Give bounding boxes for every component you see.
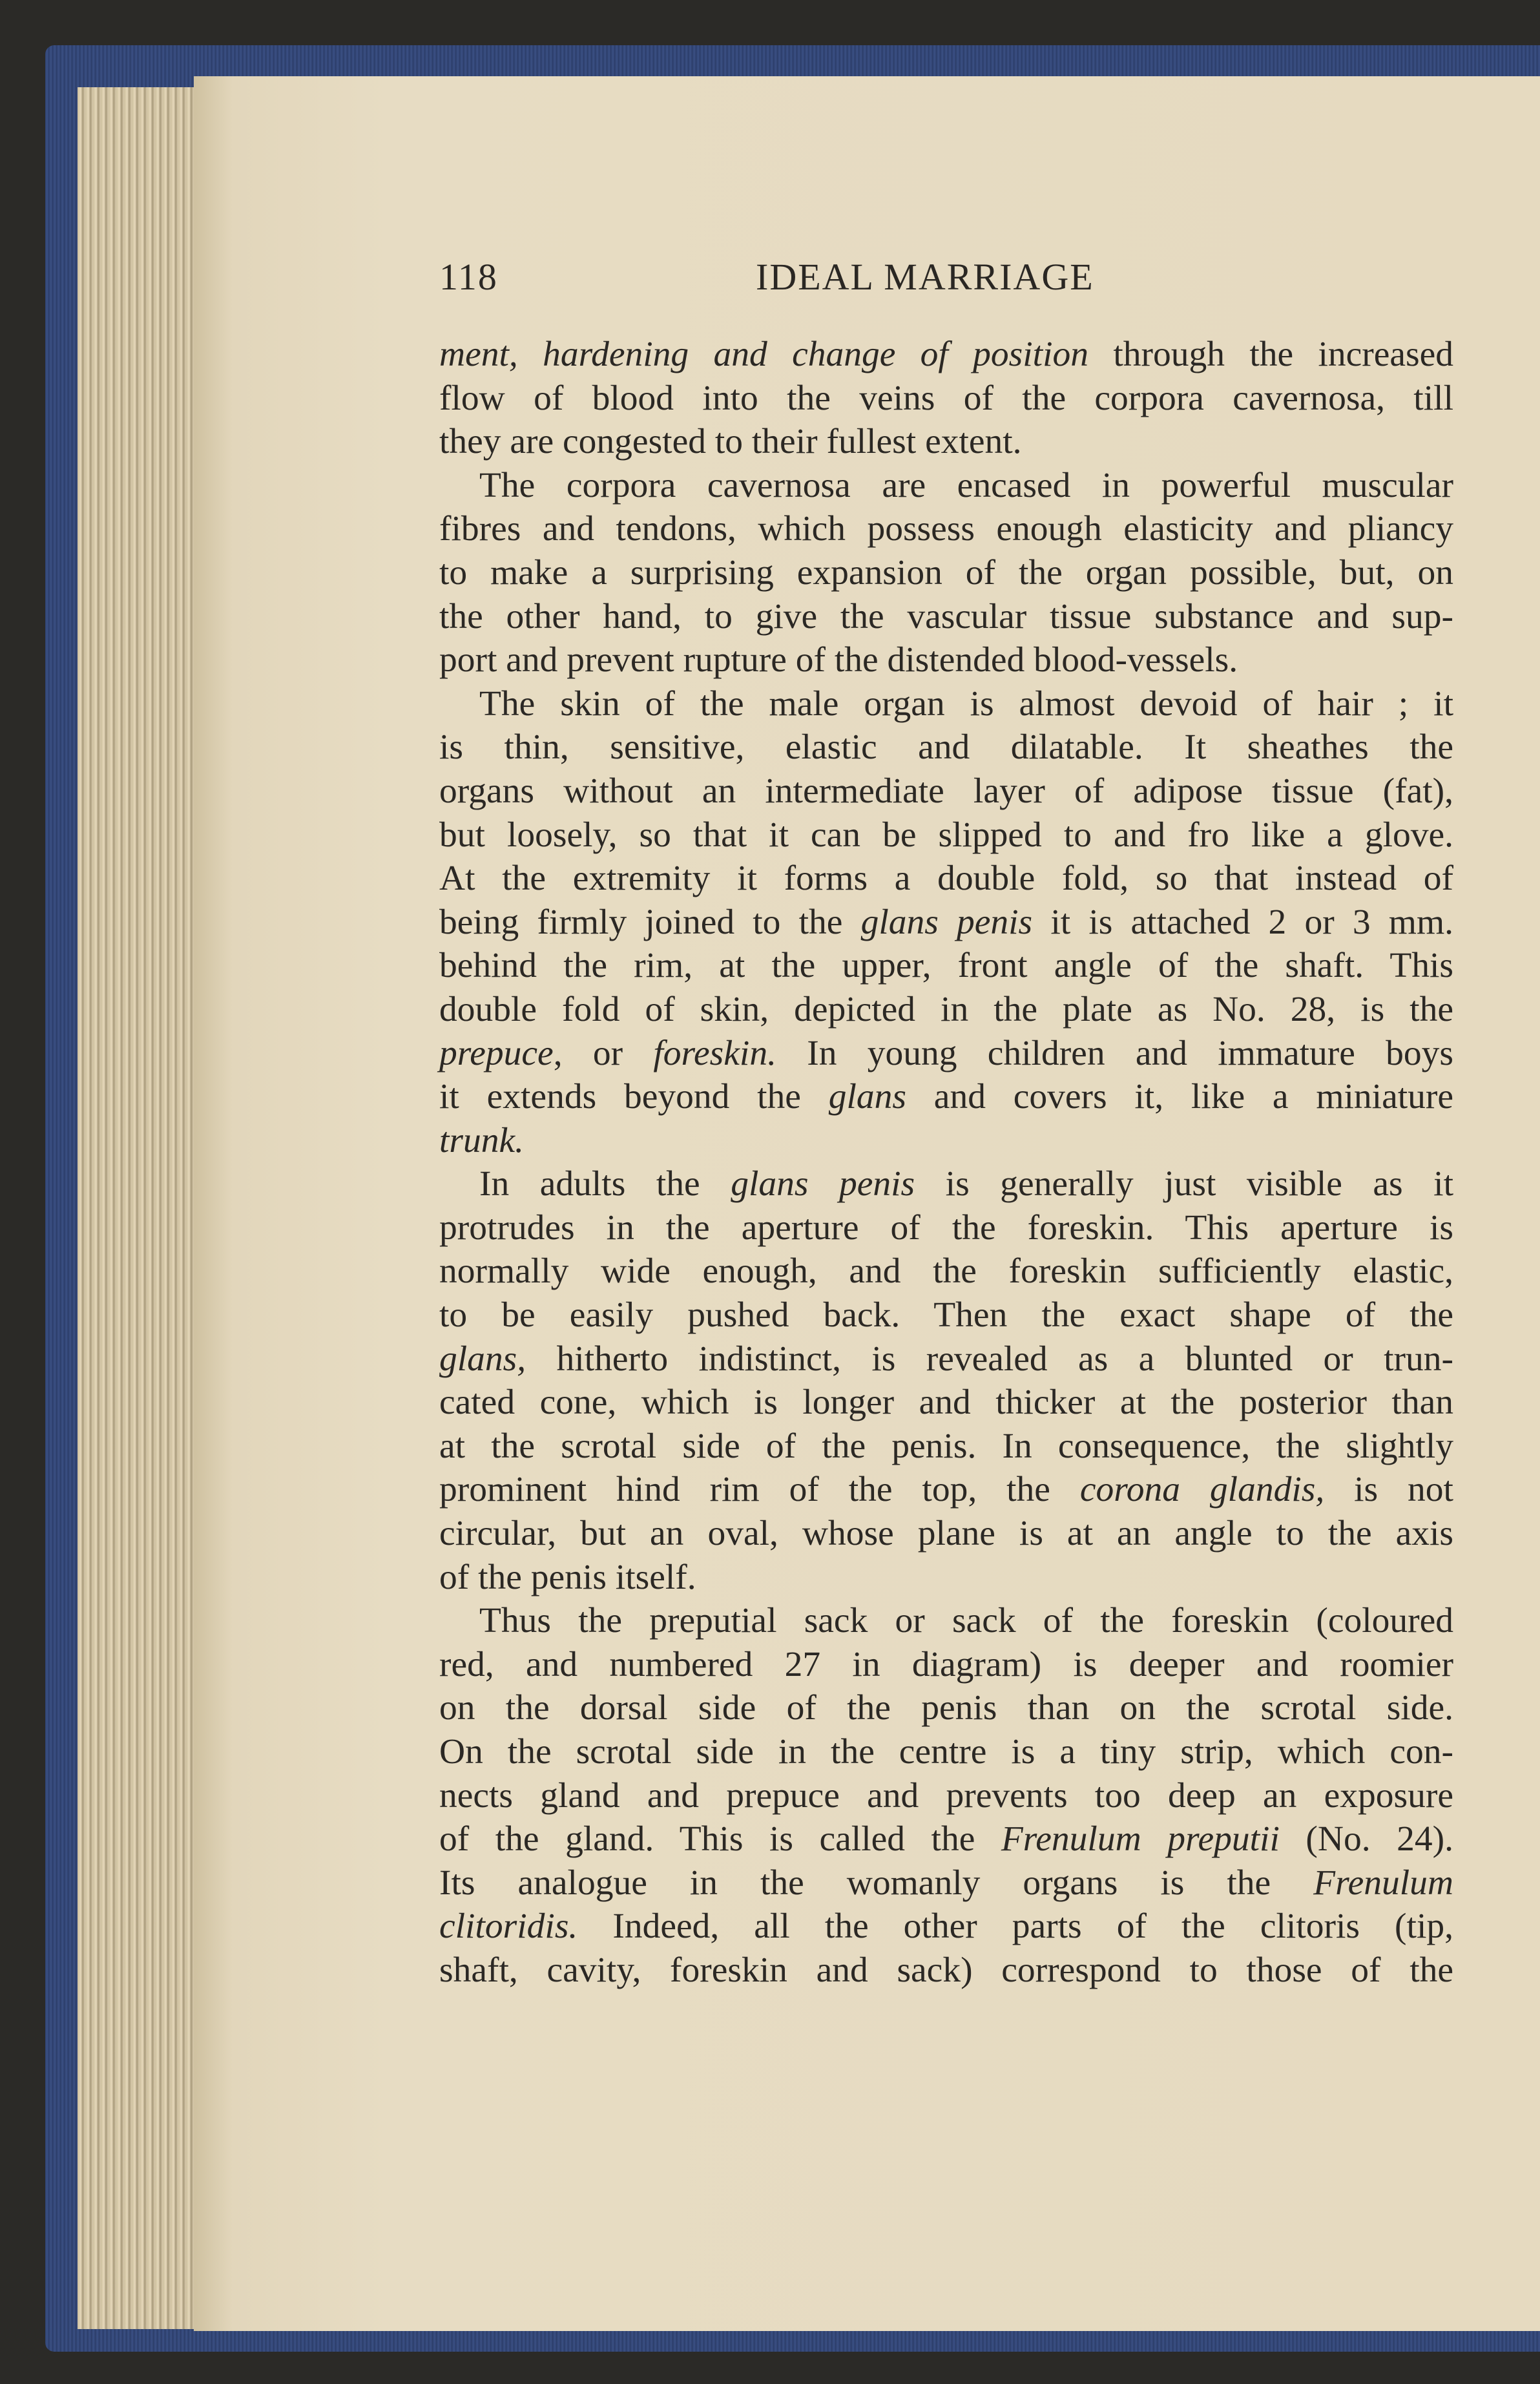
text-segment: through the increased — [1088, 335, 1453, 374]
text-segment: cated cone, which is longer and thicker at the posterior than — [439, 1383, 1453, 1423]
text-line — [439, 857, 1453, 901]
italic-text: glans penis — [731, 1164, 915, 1204]
text-segment: At the extremity it forms a double fold, so that instead of — [439, 859, 1453, 899]
text-segment: but loosely, so that it can be slipped to and fro like a glove. — [439, 815, 1453, 855]
italic-text: ment, hardening and change of position — [439, 335, 1089, 374]
italic-text: Frenulum — [1313, 1863, 1453, 1903]
text-segment: the other hand, to give the vascular tissue substance and sup- — [439, 596, 1453, 636]
text-segment: In adults the — [479, 1164, 731, 1204]
text-line — [439, 1032, 1453, 1076]
italic-text: prepuce — [439, 1033, 554, 1073]
text-segment: fibres and tendons, which possess enough elasticity and pliancy — [439, 509, 1453, 549]
text-segment: to make a surprising expansion of the organ possible, but, on — [439, 552, 1453, 592]
text-line — [439, 901, 1453, 945]
text-line — [439, 726, 1453, 769]
text-line — [439, 1425, 1453, 1469]
body-text — [439, 333, 1453, 1992]
text-segment: is not — [1324, 1470, 1453, 1510]
text-segment: it extends beyond the — [439, 1077, 829, 1117]
text-segment: is thin, sensitive, elastic and dilatable. It sheathes the — [439, 727, 1453, 768]
italic-text: glans — [828, 1077, 907, 1117]
text-line — [439, 1075, 1453, 1119]
italic-text: foreskin. — [653, 1033, 776, 1073]
text-segment: normally wide enough, and the foreskin sufficiently elastic, — [439, 1251, 1453, 1291]
text-segment: it is attached 2 or 3 mm. — [1032, 902, 1453, 942]
text-line — [439, 1643, 1453, 1687]
text-segment: at the scrotal side of the penis. In consequence, the slightly — [439, 1426, 1453, 1466]
text-segment: of the penis itself. — [439, 1557, 696, 1597]
text-segment: , or — [553, 1033, 654, 1073]
text-segment: hitherto indistinct, is revealed as a blunted or trun- — [526, 1339, 1453, 1379]
text-segment: double fold of skin, depicted in the plate as No. 28, is the — [439, 989, 1453, 1029]
text-segment: prominent hind rim of the top, the — [439, 1470, 1080, 1510]
text-line — [439, 420, 1453, 464]
text-segment: protrudes in the aperture of the foreskin. This aperture is — [439, 1208, 1453, 1248]
text-segment: On the scrotal side in the centre is a tiny strip, which con- — [439, 1732, 1453, 1772]
text-line — [439, 638, 1453, 682]
text-segment: to be easily pushed back. Then the exact shape of the — [439, 1295, 1453, 1335]
italic-text: Frenulum preputii — [1001, 1819, 1280, 1859]
text-line — [439, 464, 1453, 508]
text-line — [439, 1250, 1453, 1293]
text-segment: In young children and immature boys — [776, 1033, 1454, 1073]
text-line — [439, 1468, 1453, 1512]
text-line — [439, 551, 1453, 595]
text-segment: circular, but an oval, whose plane is at an angle to the axis — [439, 1514, 1453, 1554]
text-line — [439, 944, 1453, 988]
text-segment: The skin of the male organ is almost devoid of hair ; it — [479, 684, 1453, 724]
text-line — [439, 1905, 1453, 1949]
text-line — [439, 1686, 1453, 1730]
page-number: 118 — [439, 256, 498, 298]
text-line — [439, 1337, 1453, 1381]
text-segment: behind the rim, at the upper, front angle of the shaft. This — [439, 946, 1453, 986]
text-line — [439, 1817, 1453, 1861]
text-line — [439, 1774, 1453, 1818]
text-segment: on the dorsal side of the penis than on the scrotal side. — [439, 1688, 1453, 1728]
text-segment: Its analogue in the womanly organs is the — [439, 1863, 1314, 1903]
text-segment: is generally just visible as it — [915, 1164, 1454, 1204]
italic-text: trunk. — [439, 1120, 525, 1160]
text-segment: Indeed, all the other parts of the clitoris (tip, — [578, 1907, 1453, 1947]
italic-text: glans, — [439, 1339, 526, 1379]
text-line — [439, 988, 1453, 1032]
text-line — [439, 1512, 1453, 1556]
text-segment: The corpora cavernosa are encased in powerful muscular — [479, 465, 1453, 505]
text-line — [439, 1861, 1453, 1905]
text-line — [439, 813, 1453, 857]
text-segment: Thus the preputial sack or sack of the foreskin (coloured — [479, 1601, 1453, 1641]
text-segment: being firmly joined to the — [439, 902, 861, 942]
text-segment: of the gland. This is called the — [439, 1819, 1001, 1859]
text-segment: shaft, cavity, foreskin and sack) correspond to those of the — [439, 1950, 1453, 1990]
text-line — [439, 1119, 1453, 1163]
text-line — [439, 377, 1453, 421]
text-segment: port and prevent rupture of the distended blood-vessels. — [439, 640, 1238, 680]
running-title: IDEAL MARRIAGE — [756, 256, 1094, 298]
text-line — [439, 507, 1453, 551]
running-head — [439, 255, 1453, 307]
text-segment: they are congested to their fullest extent. — [439, 422, 1022, 462]
italic-text: clitoridis. — [439, 1907, 578, 1947]
text-line — [439, 1381, 1453, 1425]
text-line — [439, 1206, 1453, 1250]
text-segment: red, and numbered 27 in diagram) is deeper and roomier — [439, 1644, 1453, 1684]
text-line — [439, 333, 1453, 377]
italic-text: glans penis — [860, 902, 1033, 942]
text-line — [439, 769, 1453, 813]
text-line — [439, 1949, 1453, 1992]
text-segment: (No. 24). — [1279, 1819, 1453, 1859]
text-line — [439, 1162, 1453, 1206]
text-line — [439, 1599, 1453, 1643]
text-segment: nects gland and prepuce and prevents too deep an exposure — [439, 1775, 1453, 1815]
text-line — [439, 1556, 1453, 1600]
text-segment: and covers it, like a miniature — [906, 1077, 1453, 1117]
text-line — [439, 595, 1453, 639]
text-segment: organs without an intermediate layer of adipose tissue (fat), — [439, 771, 1453, 811]
page-edges — [78, 87, 207, 2329]
text-segment: flow of blood into the veins of the corpora cavernosa, till — [439, 378, 1453, 418]
text-line — [439, 682, 1453, 726]
text-line — [439, 1293, 1453, 1337]
text-line — [439, 1730, 1453, 1774]
italic-text: corona glandis, — [1079, 1470, 1325, 1510]
